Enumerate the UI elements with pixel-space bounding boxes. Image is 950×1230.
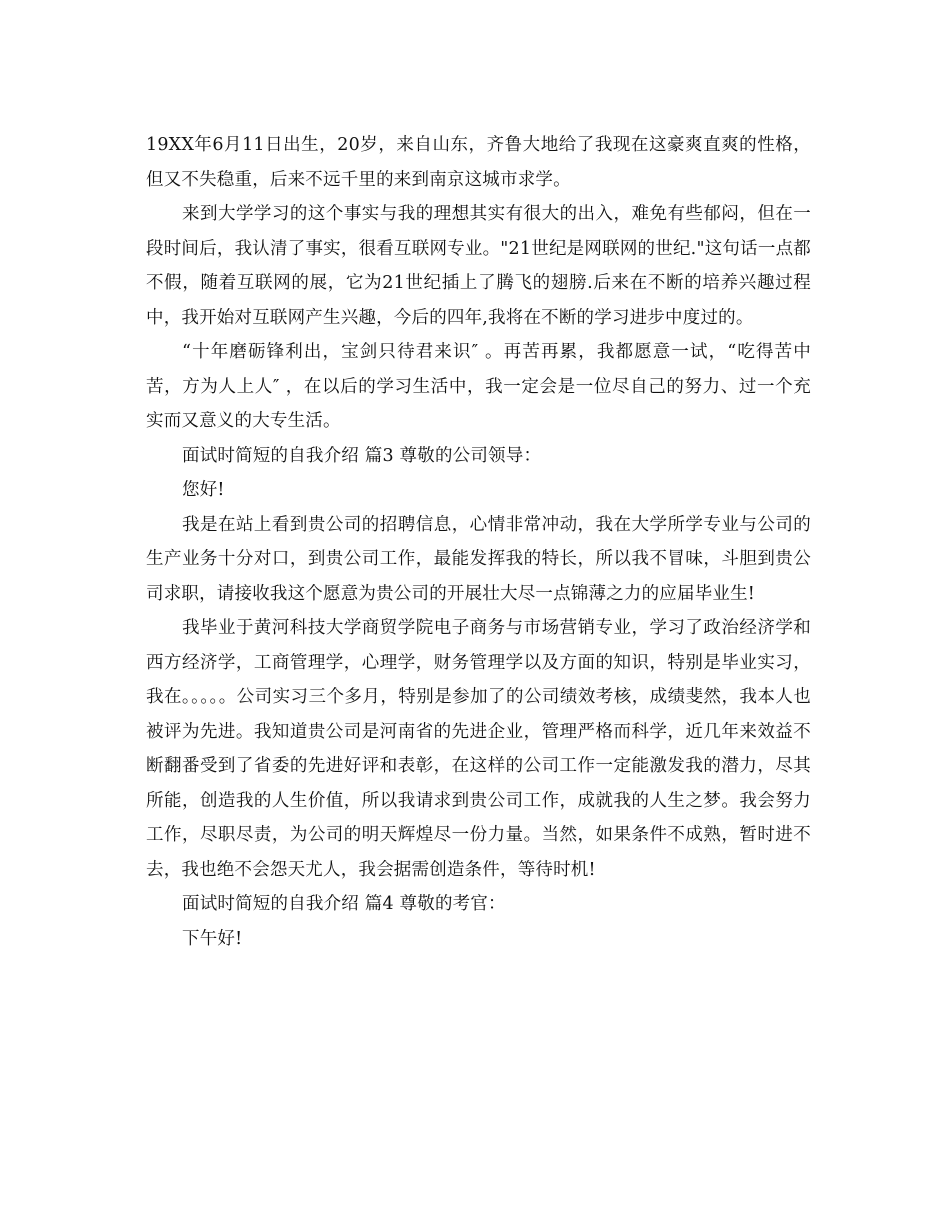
paragraph-birth-intro: 19XX年6月11日出生，20岁，来自山东，齐鲁大地给了我现在这豪爽直爽的性格，但又不失稳重，后来不远千里的来到南京这城市求学。 <box>146 135 811 190</box>
section-heading-4: 面试时简短的自我介绍 篇4 尊敬的考官： <box>182 894 506 914</box>
paragraph-university-internet: 来到大学学习的这个事实与我的理想其实有很大的出入，难免有些郁闷，但在一段时间后，我认清了事实，很看互联网专业。"21世纪是网联网的世纪."这句话一点都不假，随着互联网的展，它为21世纪插上了腾飞的翅膀.后来在不断的培养兴趣过程中，我开始对互联网产生兴趣，今后的四年,我将在不断的学习进步中度过的。 <box>146 204 811 328</box>
greeting-hello: 您好! <box>182 480 225 500</box>
paragraph-education-experience: 我毕业于黄河科技大学商贸学院电子商务与市场营销专业，学习了政治经济学和西方经济学，工商管理学，心理学，财务管理学以及方面的知识，特别是毕业实习，我在。。。。。公司实习三个多月，特别是参加了的公司绩效考核，成绩斐然，我本人也被评为先进。我知道贵公司是河南省的先进企业，管理严格而科学，近几年来效益不断翻番受到了省委的先进好评和表彰，在这样的公司工作一定能激发我的潜力，尽其所能，创造我的人生价值，所以我请求到贵公司工作，成就我的人生之梦。我会努力工作，尽职尽责，为公司的明天辉煌尽一份力量。当然，如果条件不成熟，暂时进不去，我也绝不会怨天尤人，我会据需创造条件，等待时机! <box>146 618 811 880</box>
section-heading-3: 面试时简短的自我介绍 篇3 尊敬的公司领导： <box>182 445 542 466</box>
document-body <box>146 128 811 956</box>
paragraph-job-application: 我是在站上看到贵公司的招聘信息，心情非常冲动，我在大学所学专业与公司的生产业务十分对口，到贵公司工作，最能发挥我的特长，所以我不冒味，斗胆到贵公司求职，请接收我这个愿意为贵公司的开展壮大尽一点锦薄之力的应届毕业生! <box>146 514 811 604</box>
greeting-good-afternoon: 下午好! <box>182 928 243 949</box>
paragraph-motto: “十年磨砺锋利出，宝剑只待君来识″ 。再苦再累，我都愿意一试，“吃得苦中苦，方为人上人″ ，在以后的学习生活中，我一定会是一位尽自己的努力、过一个充实而又意义的大专生活。 <box>146 342 811 431</box>
